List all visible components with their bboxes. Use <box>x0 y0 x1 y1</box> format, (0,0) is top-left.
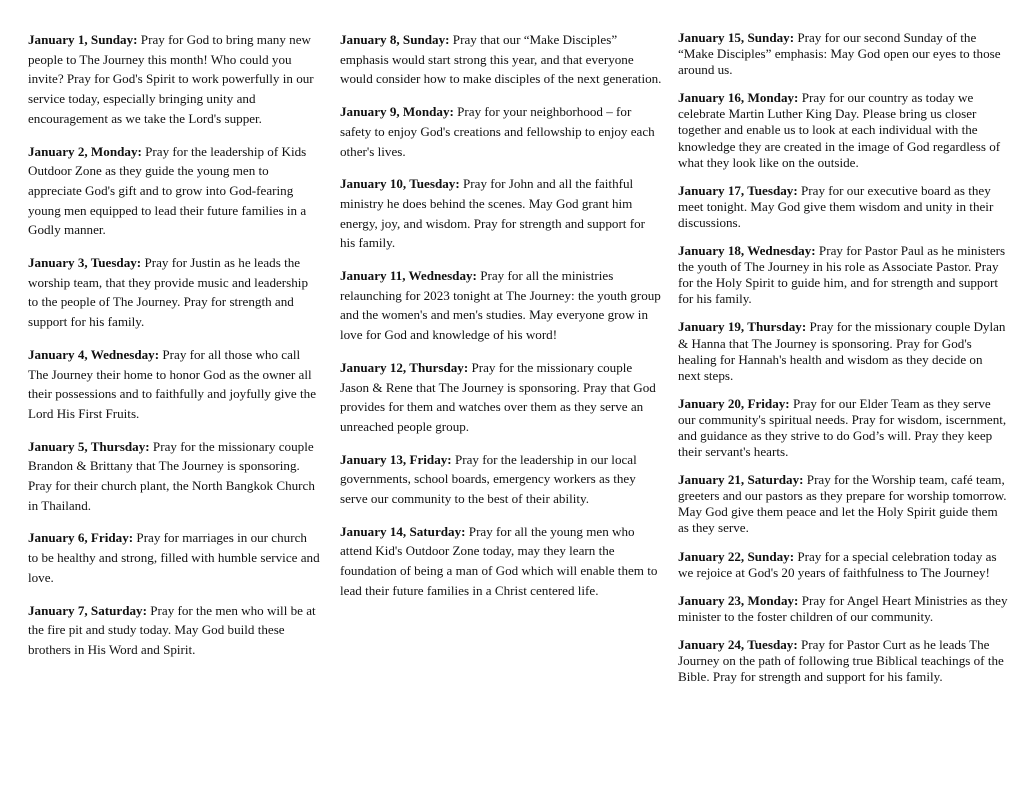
prayer-entry <box>678 549 1008 581</box>
prayer-entry <box>28 345 320 424</box>
entry-body-text: Pray for Justin as he leads the worship team, that they provide music and leadership to the people of The Journey. Pray for strength and support for his family. <box>28 255 308 330</box>
entry-body-text: Pray for our executive board as they meet tonight. May God give them wisdom and unity in their discussions. <box>678 182 994 230</box>
prayer-entry <box>678 90 1008 170</box>
entry-body-text: Pray that our “Make Disciples” emphasis would start strong this year, and that everyone would consider how to make disciples of the next generation. <box>340 32 662 87</box>
entry-body-text: Pray for our second Sunday of the “Make Disciples” emphasis: May God open our eyes to those around us. <box>678 30 1001 78</box>
prayer-entry <box>340 102 662 161</box>
entry-date-heading: January 5, Thursday: <box>28 438 150 454</box>
prayer-entry <box>340 30 662 89</box>
prayer-entry <box>340 522 662 601</box>
prayer-entry <box>678 30 1008 78</box>
entry-body-text: Pray for all the ministries relaunching for 2023 tonight at The Journey: the youth group and the women's and men's studies. May everyone grow in love for God and knowledge of his word! <box>340 268 661 343</box>
entry-body-text: Pray for our country as today we celebrate Martin Luther King Day. Please bring us closer together and enable us to look at each individual with the knowledge they are created in the image of God regardless of what they look like on the outside. <box>678 90 1001 170</box>
entry-body-text: Pray for Pastor Curt as he leads The Journey on the path of following true Biblical teachings of the Bible. Pray for strength and support for his family. <box>678 636 1004 685</box>
prayer-entry <box>28 437 320 516</box>
column-3 <box>674 30 1024 697</box>
entry-date-heading: January 9, Monday: <box>340 104 454 120</box>
entry-date-heading: January 15, Sunday: <box>678 30 795 45</box>
prayer-entry <box>28 601 320 660</box>
entry-date-heading: January 1, Sunday: <box>28 32 138 47</box>
entry-body-text: Pray for the Worship team, café team, greeters and our pastors as they prepare for worship tomorrow. May God give them peace and let the Holy Spirit guide them as they serve. <box>678 472 1007 536</box>
entry-body-text: Pray for Angel Heart Ministries as they minister to the foster children of our community. <box>678 592 1008 624</box>
prayer-entry <box>678 243 1008 307</box>
entry-date-heading: January 11, Wednesday: <box>340 268 477 284</box>
prayer-entry <box>678 472 1008 536</box>
prayer-entry <box>678 396 1008 460</box>
entry-date-heading: January 8, Sunday: <box>340 32 450 47</box>
prayer-entry <box>340 174 662 253</box>
entry-body-text: Pray for the leadership in our local governments, school boards, emergency workers as they serve our community to the best of their ability. <box>340 451 637 507</box>
entry-date-heading: January 20, Friday: <box>678 395 790 411</box>
prayer-entry <box>28 142 320 241</box>
entry-date-heading: January 24, Tuesday: <box>678 636 798 652</box>
entry-date-heading: January 21, Saturday: <box>678 472 804 488</box>
entry-body-text: Pray for all the young men who attend Kid's Outdoor Zone today, may they learn the foundation of being a man of God which will enable them to lead their future families in a Christ centered life. <box>340 523 658 598</box>
entry-body-text: Pray for the men who will be at the fire pit and study today. May God build these brothers in His Word and Spirit. <box>28 602 316 657</box>
entry-date-heading: January 16, Monday: <box>678 90 799 106</box>
prayer-entry <box>678 637 1008 685</box>
entry-date-heading: January 2, Monday: <box>28 143 142 159</box>
entry-body-text: Pray for marriages in our church to be healthy and strong, filled with humble service and love. <box>28 530 320 585</box>
entry-body-text: Pray for God to bring many new people to The Journey this month! Who could you invite? Pray for God's Spirit to work powerfully in our service today, especially bringing unity and encouragement as we take the Lord's supper. <box>28 32 314 126</box>
entry-body-text: Pray for the missionary couple Dylan & Hanna that The Journey is sponsoring. Pray for God's healing for Hannah's health and wisdom as they decide on next steps. <box>678 319 1006 383</box>
entry-body-text: Pray for the missionary couple Jason & Rene that The Journey is sponsoring. Pray that God provides for them and watches over them as they serve an unreached people group. <box>340 359 656 434</box>
entry-date-heading: January 13, Friday: <box>340 451 452 467</box>
prayer-entry <box>678 593 1008 625</box>
column-2 <box>334 30 674 614</box>
entry-body-text: Pray for your neighborhood – for safety to enjoy God's creations and fellowship to enjoy each other's lives. <box>340 104 655 159</box>
prayer-entry <box>340 450 662 509</box>
entry-body-text: Pray for a special celebration today as we rejoice at God's 20 years of faithfulness to The Journey! <box>678 548 997 580</box>
entry-body-text: Pray for the missionary couple Brandon & Brittany that The Journey is sponsoring. Pray for their church plant, the North Bangkok Church in Thailand. <box>28 438 315 513</box>
column-1 <box>0 30 334 673</box>
entry-body-text: Pray for our Elder Team as they serve our community's spiritual needs. Pray for wisdom, iscernment, and guidance as they strive to do God’s will. Pray they keep their servant's hearts. <box>678 395 1007 460</box>
entry-date-heading: January 10, Tuesday: <box>340 176 460 192</box>
prayer-entry <box>340 266 662 345</box>
prayer-entry <box>340 358 662 437</box>
entry-body-text: Pray for John and all the faithful ministry he does behind the scenes. May God grant him energy, joy, and wisdom. Pray for strength and support for his family. <box>340 176 645 251</box>
entry-date-heading: January 3, Tuesday: <box>28 255 142 271</box>
prayer-entry <box>28 528 320 587</box>
prayer-entry <box>678 183 1008 231</box>
entry-date-heading: January 14, Saturday: <box>340 523 466 539</box>
entry-date-heading: January 22, Sunday: <box>678 548 795 564</box>
entry-body-text: Pray for the leadership of Kids Outdoor Zone as they guide the young men to appreciate God's gift and to grow into God-fearing young men equipped to lead their future families in a Godly manner. <box>28 143 307 238</box>
entry-date-heading: January 12, Thursday: <box>340 359 469 375</box>
entry-body-text: Pray for Pastor Paul as he ministers the youth of The Journey in his role as Associate Pastor. Pray for the Holy Spirit to guide him, and for strength and support for his family. <box>678 243 1006 307</box>
entry-date-heading: January 6, Friday: <box>28 530 134 546</box>
entry-body-text: Pray for all those who call The Journey their home to honor God as the owner all their possessions and to faithfully and joyfully give the Lord His First Fruits. <box>28 346 317 421</box>
entry-date-heading: January 17, Tuesday: <box>678 182 798 198</box>
prayer-entry <box>28 253 320 332</box>
entry-date-heading: January 7, Saturday: <box>28 602 147 618</box>
prayer-entry <box>28 30 320 129</box>
entry-date-heading: January 4, Wednesday: <box>28 346 160 362</box>
columns-container <box>0 30 1024 697</box>
entry-date-heading: January 18, Wednesday: <box>678 243 816 259</box>
entry-date-heading: January 23, Monday: <box>678 592 799 608</box>
prayer-entry <box>678 319 1008 383</box>
entry-date-heading: January 19, Thursday: <box>678 319 807 335</box>
